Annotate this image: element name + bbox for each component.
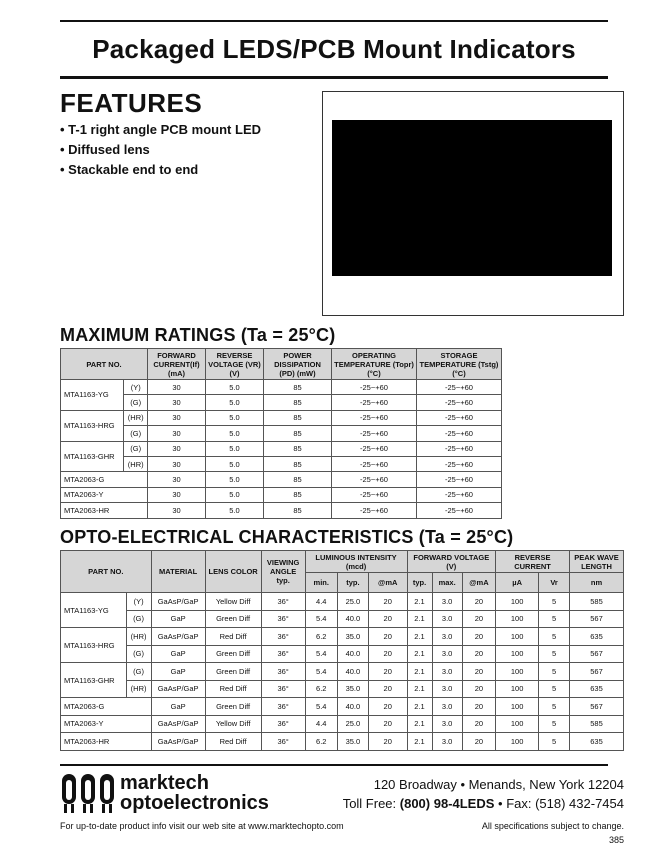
part-no-cell: MTA1163-GHR — [61, 663, 127, 698]
nm-cell: 567 — [570, 610, 624, 628]
vmax-cell: 3.0 — [432, 645, 462, 663]
ua-cell: 100 — [496, 593, 539, 611]
nm-cell: 567 — [570, 663, 624, 681]
table-row — [61, 503, 502, 518]
color-code-cell: (HR) — [124, 456, 148, 471]
vma-cell: 20 — [462, 680, 495, 698]
table-row — [61, 441, 502, 456]
lens-cell: Green Diff — [205, 698, 261, 716]
material-cell: GaP — [151, 645, 205, 663]
col-operating-temp: OPERATING TEMPERATURE (Topr) (°C) — [332, 349, 417, 380]
vma-cell: 20 — [462, 733, 495, 751]
part-no-cell: MTA2063-G — [61, 698, 152, 716]
table-row — [61, 395, 502, 410]
part-no-cell: MTA2063-HR — [61, 733, 152, 751]
power-dissipation-cell: 85 — [264, 441, 332, 456]
table-row — [61, 715, 624, 733]
ltyp-cell: 40.0 — [337, 663, 368, 681]
ltyp-cell: 40.0 — [337, 645, 368, 663]
forward-current-cell: 30 — [148, 503, 206, 518]
color-code-cell: (G) — [124, 395, 148, 410]
lmin-cell: 5.4 — [305, 610, 337, 628]
features-heading: FEATURES — [60, 88, 203, 118]
sub-header: @mA — [368, 573, 407, 593]
lma-cell: 20 — [368, 645, 407, 663]
vtyp-cell: 2.1 — [407, 645, 432, 663]
vmax-cell: 3.0 — [432, 715, 462, 733]
col-storage-temp: STORAGE TEMPERATURE (Tstg) (°C) — [417, 349, 502, 380]
lma-cell: 20 — [368, 733, 407, 751]
forward-current-cell: 30 — [148, 395, 206, 410]
logo-text-line2: optoelectronics — [120, 792, 269, 814]
reverse-voltage-cell: 5.0 — [206, 410, 264, 425]
table-row — [61, 628, 624, 646]
reverse-voltage-cell: 5.0 — [206, 503, 264, 518]
operating-temp-cell: -25~+60 — [332, 426, 417, 441]
table-row — [61, 733, 624, 751]
operating-temp-cell: -25~+60 — [332, 410, 417, 425]
part-no-cell: MTA2063-Y — [61, 715, 152, 733]
lmin-cell: 4.4 — [305, 715, 337, 733]
lma-cell: 20 — [368, 698, 407, 716]
material-cell: GaAsP/GaP — [151, 628, 205, 646]
angle-cell: 36° — [261, 593, 305, 611]
storage-temp-cell: -25~+60 — [417, 380, 502, 395]
vr-cell: 5 — [539, 663, 570, 681]
sub-header: @mA — [462, 573, 495, 593]
vmax-cell: 3.0 — [432, 733, 462, 751]
ltyp-cell: 25.0 — [337, 715, 368, 733]
part-no-cell: MTA1163-YG — [61, 593, 127, 628]
vmax-cell: 3.0 — [432, 680, 462, 698]
toll-free-label: Toll Free: — [342, 796, 400, 811]
storage-temp-cell: -25~+60 — [417, 472, 502, 487]
sub-header: typ. — [407, 573, 432, 593]
vr-cell: 5 — [539, 628, 570, 646]
vma-cell: 20 — [462, 610, 495, 628]
storage-temp-cell: -25~+60 — [417, 503, 502, 518]
lma-cell: 20 — [368, 715, 407, 733]
vtyp-cell: 2.1 — [407, 628, 432, 646]
opto-table — [60, 550, 624, 751]
ua-cell: 100 — [496, 645, 539, 663]
feature-item: • T-1 right angle PCB mount LED — [60, 122, 261, 137]
top-rule — [60, 20, 608, 22]
angle-cell: 36° — [261, 698, 305, 716]
angle-cell: 36° — [261, 680, 305, 698]
sub-header: µA — [496, 573, 539, 593]
col-lens-color: LENS COLOR — [205, 551, 261, 593]
reverse-voltage-cell: 5.0 — [206, 380, 264, 395]
nm-cell: 635 — [570, 733, 624, 751]
operating-temp-cell: -25~+60 — [332, 441, 417, 456]
lmin-cell: 6.2 — [305, 680, 337, 698]
material-cell: GaP — [151, 698, 205, 716]
lmin-cell: 5.4 — [305, 663, 337, 681]
vtyp-cell: 2.1 — [407, 680, 432, 698]
vr-cell: 5 — [539, 733, 570, 751]
vr-cell: 5 — [539, 593, 570, 611]
title-rule — [60, 76, 608, 79]
max-ratings-table — [60, 348, 502, 519]
lma-cell: 20 — [368, 610, 407, 628]
col-viewing-angle: VIEWING ANGLE typ. — [261, 551, 305, 593]
power-dissipation-cell: 85 — [264, 380, 332, 395]
feature-item: • Stackable end to end — [60, 162, 199, 177]
material-cell: GaAsP/GaP — [151, 593, 205, 611]
part-no-cell: MTA1163-HRG — [61, 410, 124, 441]
company-address: 120 Broadway • Menands, New York 12204 — [373, 777, 624, 792]
storage-temp-cell: -25~+60 — [417, 395, 502, 410]
reverse-voltage-cell: 5.0 — [206, 426, 264, 441]
website-note: For up-to-date product info visit our web site at www.marktechopto.com — [60, 821, 344, 831]
ua-cell: 100 — [496, 698, 539, 716]
forward-current-cell: 30 — [148, 380, 206, 395]
opto-heading: OPTO-ELECTRICAL CHARACTERISTICS (Ta = 25°C) — [60, 527, 514, 547]
vma-cell: 20 — [462, 663, 495, 681]
vma-cell: 20 — [462, 645, 495, 663]
vtyp-cell: 2.1 — [407, 663, 432, 681]
page-title: Packaged LEDS/PCB Mount Indicators — [92, 34, 576, 64]
table-row — [61, 426, 502, 441]
marktech-logo — [60, 772, 280, 814]
lma-cell: 20 — [368, 663, 407, 681]
table-row — [61, 456, 502, 471]
spec-note: All specifications subject to change. — [481, 821, 624, 831]
table-row — [61, 487, 502, 502]
forward-current-cell: 30 — [148, 426, 206, 441]
ltyp-cell: 35.0 — [337, 628, 368, 646]
nm-cell: 567 — [570, 698, 624, 716]
vtyp-cell: 2.1 — [407, 593, 432, 611]
color-code-cell: (G) — [126, 645, 151, 663]
led-logo-icon — [60, 772, 118, 814]
color-code-cell: (Y) — [126, 593, 151, 611]
ltyp-cell: 35.0 — [337, 680, 368, 698]
color-code-cell: (HR) — [126, 628, 151, 646]
power-dissipation-cell: 85 — [264, 503, 332, 518]
nm-cell: 635 — [570, 680, 624, 698]
reverse-voltage-cell: 5.0 — [206, 441, 264, 456]
sub-header: nm — [570, 573, 624, 593]
vma-cell: 20 — [462, 698, 495, 716]
col-forward-voltage: FORWARD VOLTAGE (V) — [407, 551, 496, 573]
forward-current-cell: 30 — [148, 456, 206, 471]
operating-temp-cell: -25~+60 — [332, 472, 417, 487]
vtyp-cell: 2.1 — [407, 698, 432, 716]
vma-cell: 20 — [462, 628, 495, 646]
vmax-cell: 3.0 — [432, 628, 462, 646]
ua-cell: 100 — [496, 733, 539, 751]
forward-current-cell: 30 — [148, 487, 206, 502]
col-peak-wavelength: PEAK WAVE LENGTH — [570, 551, 624, 573]
table-row — [61, 663, 624, 681]
ltyp-cell: 40.0 — [337, 698, 368, 716]
lmin-cell: 4.4 — [305, 593, 337, 611]
operating-temp-cell: -25~+60 — [332, 380, 417, 395]
vtyp-cell: 2.1 — [407, 715, 432, 733]
lma-cell: 20 — [368, 680, 407, 698]
storage-temp-cell: -25~+60 — [417, 410, 502, 425]
vmax-cell: 3.0 — [432, 698, 462, 716]
col-power-dissipation: POWER DISSIPATION (PD) (mW) — [264, 349, 332, 380]
storage-temp-cell: -25~+60 — [417, 487, 502, 502]
color-code-cell: (G) — [126, 610, 151, 628]
power-dissipation-cell: 85 — [264, 456, 332, 471]
vtyp-cell: 2.1 — [407, 610, 432, 628]
features-list — [60, 120, 261, 180]
contact-line — [343, 796, 624, 811]
storage-temp-cell: -25~+60 — [417, 426, 502, 441]
ua-cell: 100 — [496, 680, 539, 698]
col-reverse-current: REVERSE CURRENT — [496, 551, 570, 573]
color-code-cell: (HR) — [126, 680, 151, 698]
color-code-cell: (HR) — [124, 410, 148, 425]
angle-cell: 36° — [261, 628, 305, 646]
forward-current-cell: 30 — [148, 410, 206, 425]
power-dissipation-cell: 85 — [264, 472, 332, 487]
vma-cell: 20 — [462, 715, 495, 733]
ltyp-cell: 40.0 — [337, 610, 368, 628]
table-row — [61, 410, 502, 425]
lmin-cell: 5.4 — [305, 698, 337, 716]
footer-rule — [60, 764, 608, 766]
col-material: MATERIAL — [151, 551, 205, 593]
power-dissipation-cell: 85 — [264, 395, 332, 410]
table-row — [61, 380, 502, 395]
color-code-cell: (G) — [124, 441, 148, 456]
table-row — [61, 698, 624, 716]
material-cell: GaAsP/GaP — [151, 733, 205, 751]
reverse-voltage-cell: 5.0 — [206, 487, 264, 502]
product-photo — [332, 120, 612, 276]
fax-number: • Fax: (518) 432-7454 — [494, 796, 624, 811]
feature-item: • Diffused lens — [60, 142, 150, 157]
part-no-cell: MTA2063-HR — [61, 503, 148, 518]
operating-temp-cell: -25~+60 — [332, 456, 417, 471]
ltyp-cell: 25.0 — [337, 593, 368, 611]
operating-temp-cell: -25~+60 — [332, 487, 417, 502]
power-dissipation-cell: 85 — [264, 410, 332, 425]
reverse-voltage-cell: 5.0 — [206, 395, 264, 410]
sub-header: min. — [305, 573, 337, 593]
col-part-no: PART NO. — [61, 349, 148, 380]
vr-cell: 5 — [539, 680, 570, 698]
material-cell: GaP — [151, 663, 205, 681]
col-luminous-intensity: LUMINOUS INTENSITY (mcd) — [305, 551, 407, 573]
max-ratings-heading: MAXIMUM RATINGS (Ta = 25°C) — [60, 325, 336, 345]
table-row — [61, 645, 624, 663]
lma-cell: 20 — [368, 593, 407, 611]
angle-cell: 36° — [261, 715, 305, 733]
col-reverse-voltage: REVERSE VOLTAGE (VR) (V) — [206, 349, 264, 380]
color-code-cell: (G) — [126, 663, 151, 681]
color-code-cell: (Y) — [124, 380, 148, 395]
part-no-cell: MTA1163-YG — [61, 380, 124, 411]
ltyp-cell: 35.0 — [337, 733, 368, 751]
angle-cell: 36° — [261, 663, 305, 681]
part-no-cell: MTA1163-GHR — [61, 441, 124, 472]
angle-cell: 36° — [261, 733, 305, 751]
lens-cell: Yellow Diff — [205, 593, 261, 611]
table-row — [61, 593, 624, 611]
power-dissipation-cell: 85 — [264, 426, 332, 441]
ua-cell: 100 — [496, 715, 539, 733]
nm-cell: 567 — [570, 645, 624, 663]
color-code-cell: (G) — [124, 426, 148, 441]
material-cell: GaP — [151, 610, 205, 628]
nm-cell: 585 — [570, 593, 624, 611]
sub-header: Vr — [539, 573, 570, 593]
lens-cell: Green Diff — [205, 663, 261, 681]
operating-temp-cell: -25~+60 — [332, 503, 417, 518]
nm-cell: 585 — [570, 715, 624, 733]
angle-cell: 36° — [261, 610, 305, 628]
material-cell: GaAsP/GaP — [151, 715, 205, 733]
toll-free-number: (800) 98-4LEDS — [399, 796, 495, 811]
table-row — [61, 472, 502, 487]
part-no-cell: MTA2063-Y — [61, 487, 148, 502]
lmin-cell: 6.2 — [305, 628, 337, 646]
table-row — [61, 610, 624, 628]
reverse-voltage-cell: 5.0 — [206, 456, 264, 471]
power-dissipation-cell: 85 — [264, 487, 332, 502]
ua-cell: 100 — [496, 610, 539, 628]
vr-cell: 5 — [539, 715, 570, 733]
vr-cell: 5 — [539, 610, 570, 628]
forward-current-cell: 30 — [148, 441, 206, 456]
vma-cell: 20 — [462, 593, 495, 611]
sub-header: max. — [432, 573, 462, 593]
ua-cell: 100 — [496, 663, 539, 681]
forward-current-cell: 30 — [148, 472, 206, 487]
col-forward-current: FORWARD CURRENT(If) (mA) — [148, 349, 206, 380]
vmax-cell: 3.0 — [432, 593, 462, 611]
lmin-cell: 6.2 — [305, 733, 337, 751]
lma-cell: 20 — [368, 628, 407, 646]
storage-temp-cell: -25~+60 — [417, 441, 502, 456]
reverse-voltage-cell: 5.0 — [206, 472, 264, 487]
part-no-cell: MTA2063-G — [61, 472, 148, 487]
operating-temp-cell: -25~+60 — [332, 395, 417, 410]
page-number: 385 — [608, 835, 624, 845]
angle-cell: 36° — [261, 645, 305, 663]
ua-cell: 100 — [496, 628, 539, 646]
storage-temp-cell: -25~+60 — [417, 456, 502, 471]
table-row — [61, 680, 624, 698]
lens-cell: Green Diff — [205, 610, 261, 628]
lens-cell: Red Diff — [205, 680, 261, 698]
col-part-no: PART NO. — [61, 551, 152, 593]
logo-text-line1: marktech — [120, 772, 209, 794]
vr-cell: 5 — [539, 698, 570, 716]
lmin-cell: 5.4 — [305, 645, 337, 663]
lens-cell: Green Diff — [205, 645, 261, 663]
nm-cell: 635 — [570, 628, 624, 646]
vmax-cell: 3.0 — [432, 610, 462, 628]
lens-cell: Yellow Diff — [205, 715, 261, 733]
product-photo-frame — [322, 91, 624, 316]
vtyp-cell: 2.1 — [407, 733, 432, 751]
sub-header: typ. — [337, 573, 368, 593]
lens-cell: Red Diff — [205, 628, 261, 646]
lens-cell: Red Diff — [205, 733, 261, 751]
vmax-cell: 3.0 — [432, 663, 462, 681]
part-no-cell: MTA1163-HRG — [61, 628, 127, 663]
material-cell: GaAsP/GaP — [151, 680, 205, 698]
vr-cell: 5 — [539, 645, 570, 663]
